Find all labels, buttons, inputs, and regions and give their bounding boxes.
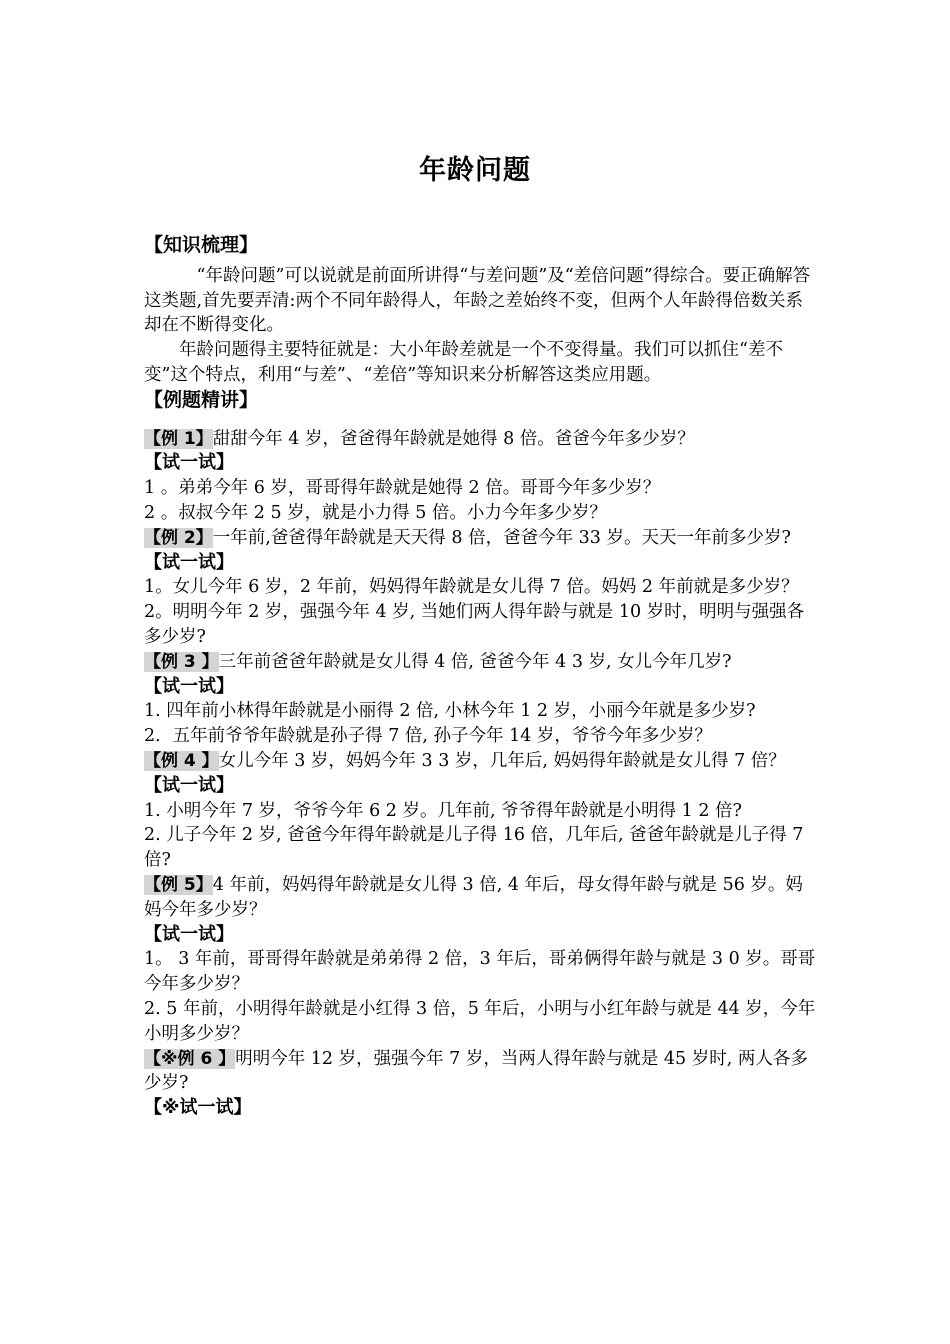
example-text: 明明今年 12 岁，强强今年 7 岁，当两人得年龄与就是 45 岁时, 两人各多少岁?: [144, 1048, 808, 1094]
example-tag: 【例 4 】: [144, 750, 219, 771]
example-text: 一年前,爸爸得年龄就是天天得 8 倍，爸爸今年 33 岁。天天一年前多少岁?: [212, 527, 791, 548]
example-tag: 【例 3 】: [144, 651, 219, 672]
example-tag: 【例 5】: [144, 874, 213, 895]
exercise-item: 2．五年前爷爷年龄就是孙子得 7 倍, 孙子今年 14 岁，爷爷今年多少岁？: [144, 726, 712, 747]
document-body: [144, 233, 816, 1121]
examples-heading: 【例题精讲】: [144, 388, 259, 411]
exercise-item: 2 。叔叔今年 2 5 岁，就是小力得 5 倍。小力今年多少岁？: [144, 502, 607, 523]
knowledge-paragraph-2: 年龄问题得主要特征就是：大小年龄差就是一个不变得量。我们可以抓住“差不变”这个特点，利用“与差”、“差倍”等知识来分析解答这类应用题。: [144, 340, 783, 385]
example-2: [144, 526, 816, 551]
try-heading: 【试一试】: [144, 774, 234, 796]
exercise-item: 2. 5 年前，小明得年龄就是小红得 3 倍，5 年后，小明与小红年龄与就是 44 岁，今年小明多少岁？: [144, 998, 816, 1044]
try-heading: 【试一试】: [144, 452, 234, 474]
exercise-item: 1。女儿今年 6 岁，2 年前，妈妈得年龄就是女儿得 7 倍。妈妈 2 年前就是多少岁？: [144, 577, 799, 598]
knowledge-paragraph-1: “年龄问题”可以说就是前面所讲得“与差问题”及“差倍问题”得综合。要正确解答这类题,首先要弄清:两个不同年龄得人，年龄之差始终不变，但两个人年龄得倍数关系却在不断得变化。: [144, 265, 811, 336]
try-heading: 【试一试】: [144, 923, 234, 945]
example-3: [144, 650, 816, 675]
example-text: 4 年前，妈妈得年龄就是女儿得 3 倍, 4 年后，母女得年龄与就是 56 岁。妈妈今年多少岁？: [144, 874, 803, 920]
exercise-item: 2。明明今年 2 岁，强强今年 4 岁, 当她们两人得年龄与就是 10 岁时，明明与强强各多少岁?: [144, 602, 805, 647]
example-4: [144, 749, 816, 774]
example-tag: 【例 1】: [144, 428, 213, 449]
exercise-item: 1 。弟弟今年 6 岁，哥哥得年龄就是她得 2 倍。哥哥今年多少岁？: [144, 478, 661, 499]
knowledge-heading: 【知识梳理】: [144, 234, 259, 256]
exercise-item: 2. 儿子今年 2 岁, 爸爸今年得年龄就是儿子得 16 倍，几年后, 爸爸年龄就是儿子得 7 倍?: [144, 825, 804, 871]
exercise-item: 1. 小明今年 7 岁，爷爷今年 6 2 岁。几年前, 爷爷得年龄就是小明得 1 2 倍?: [144, 800, 742, 821]
example-tag: 【例 2】: [144, 527, 213, 548]
example-5: [144, 873, 816, 923]
exercise-item: 1。 3 年前，哥哥得年龄就是弟弟得 2 倍，3 年后，哥弟俩得年龄与就是 3 0 岁。哥哥今年多少岁？: [144, 949, 816, 995]
example-text: 女儿今年 3 岁，妈妈今年 3 3 岁，几年后, 妈妈得年龄就是女儿得 7 倍？: [218, 750, 786, 771]
document-title: 年龄问题: [419, 155, 531, 186]
try-heading: 【试一试】: [144, 551, 234, 573]
exercise-item: 1. 四年前小林得年龄就是小丽得 2 倍, 小林今年 1 2 岁，小丽今年就是多少岁?: [144, 701, 756, 722]
example-6: [144, 1047, 816, 1097]
example-1: [144, 427, 816, 452]
example-tag: 【※例 6 】: [144, 1048, 236, 1069]
example-text: 甜甜今年 4 岁，爸爸得年龄就是她得 8 倍。爸爸今年多少岁？: [212, 428, 695, 449]
example-text: 三年前爸爸年龄就是女儿得 4 倍, 爸爸今年 4 3 岁, 女儿今年几岁?: [218, 651, 732, 672]
try-heading: 【※试一试】: [144, 1097, 252, 1119]
try-heading: 【试一试】: [144, 675, 234, 697]
